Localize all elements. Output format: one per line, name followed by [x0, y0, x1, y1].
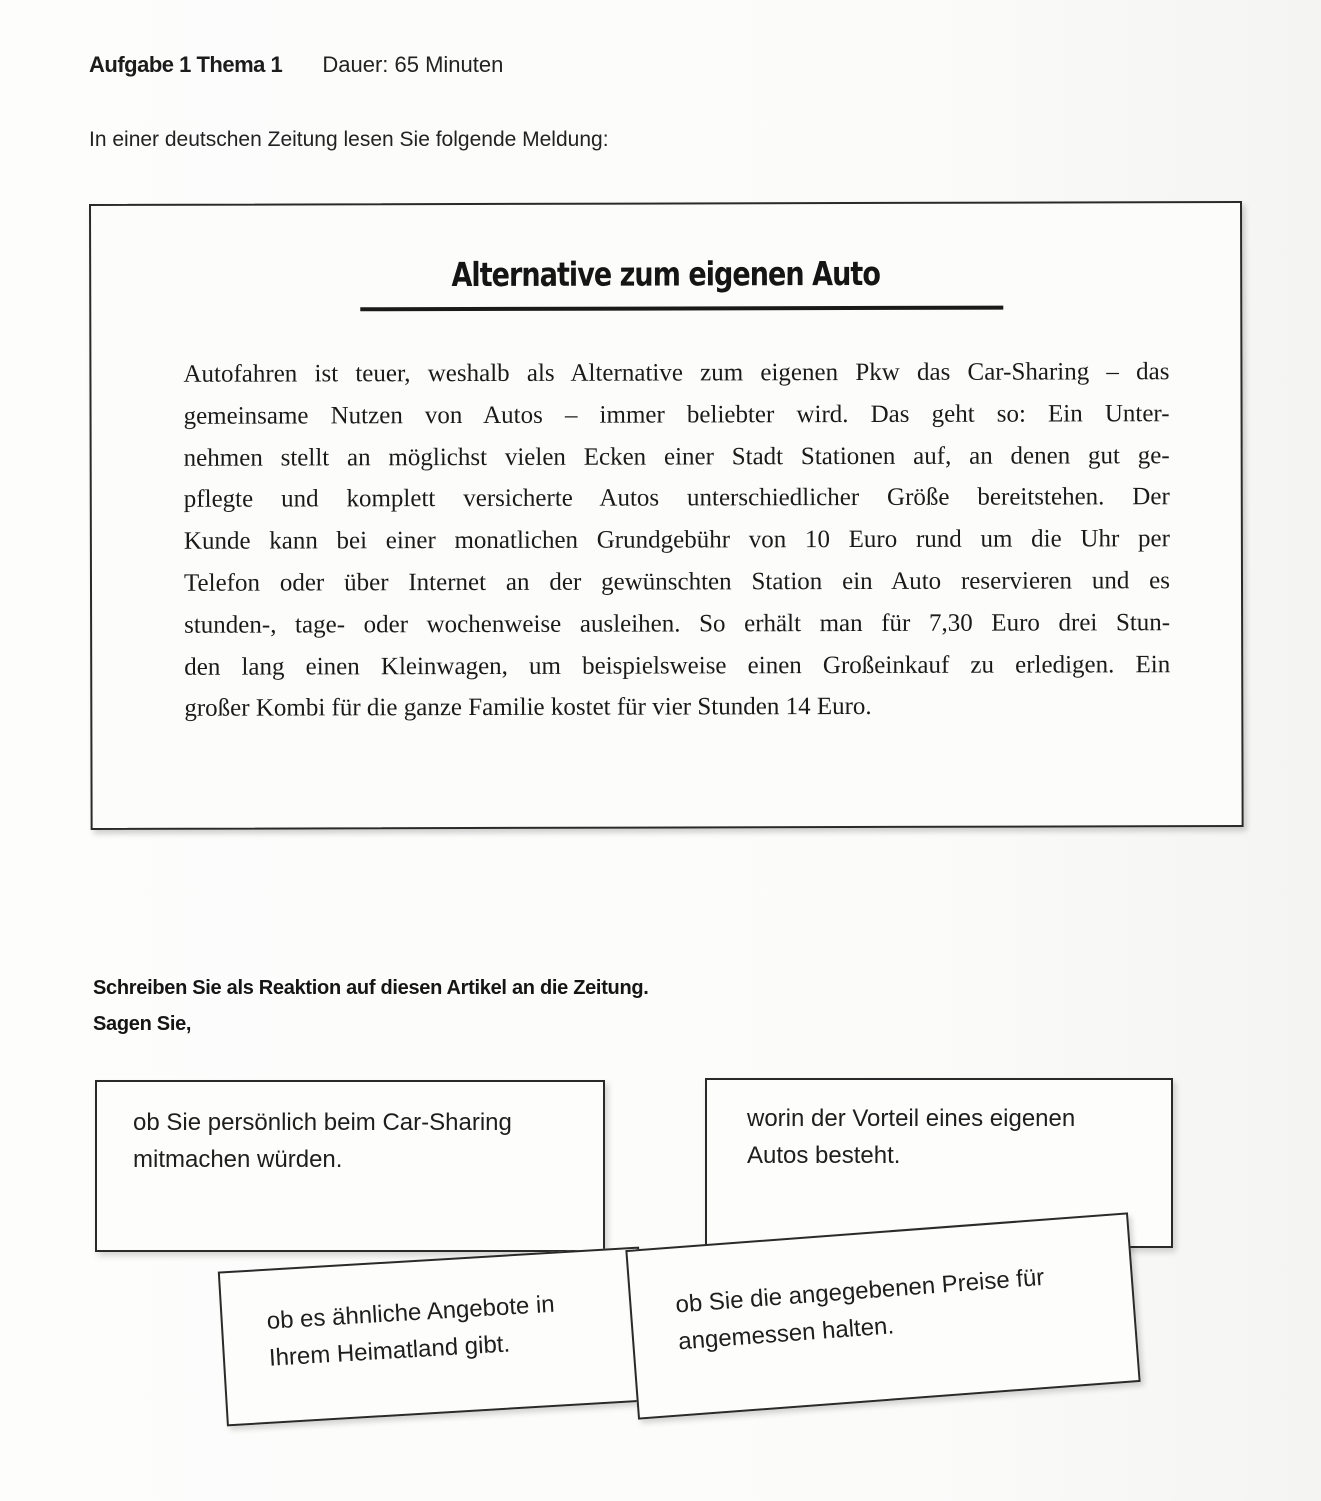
instruction-line: Schreiben Sie als Reaktion auf diesen Artikel an die Zeitung. — [93, 977, 649, 999]
instruction-line: Sagen Sie, — [93, 1013, 192, 1035]
newspaper-article-box — [89, 201, 1244, 830]
card-text-line: ob Sie die angegebenen Preise für — [674, 1263, 1046, 1319]
prompt-card-prices — [625, 1212, 1140, 1419]
card-text-line: ob Sie persönlich beim Car-Sharing — [133, 1109, 512, 1136]
article-line: großer Kombi für die ganze Familie kostet für vier Stunden 14 Euro. — [184, 693, 872, 723]
card-text-line: mitmachen würden. — [133, 1146, 343, 1173]
article-line: Autofahren ist teuer, weshalb als Alternative zum eigenen Pkw das Car-Sharing – das — [183, 358, 1170, 388]
card-text-line: Autos besteht. — [747, 1142, 901, 1169]
article-body — [183, 351, 1170, 730]
article-line: nehmen stellt an möglichst vielen Ecken einer Stadt Stationen auf, an denen gut ge- — [183, 441, 1170, 472]
article-line: Telefon oder über Internet an der gewünschten Station ein Auto reservieren und es — [183, 567, 1171, 597]
article-line: Kunde kann bei einer monatlichen Grundgebühr von 10 Euro rund um die Uhr per — [183, 525, 1170, 555]
prompt-card-participation — [95, 1080, 605, 1252]
article-line: den lang einen Kleinwagen, um beispielsweise einen Großeinkauf zu erledigen. Ein — [184, 650, 1171, 681]
article-title: Alternative zum eigenen Auto — [451, 253, 880, 295]
card-text-line: worin der Vorteil eines eigenen — [747, 1105, 1076, 1132]
writing-instructions — [93, 970, 649, 1042]
article-line: gemeinsame Nutzen von Autos – immer beliebter wird. Das geht so: Ein Unter- — [183, 399, 1170, 430]
card-text-line: Ihrem Heimatland gibt. — [268, 1330, 511, 1372]
task-header — [89, 52, 503, 78]
task-label: Aufgabe 1 Thema 1 — [89, 52, 283, 77]
intro-text: In einer deutschen Zeitung lesen Sie folgende Meldung: — [89, 128, 609, 151]
prompt-card-home-country — [218, 1247, 648, 1427]
card-text-line: angemessen halten. — [677, 1312, 895, 1356]
card-text-line: ob es ähnliche Angebote in — [266, 1290, 556, 1335]
article-line: pflegte und komplett versicherte Autos unterschiedlicher Größe bereitstehen. Der — [183, 483, 1170, 514]
article-line: stunden-, tage- oder wochenweise ausleihen. So erhält man für 7,30 Euro drei Stun- — [184, 608, 1171, 639]
title-underline — [360, 306, 1003, 312]
duration-label: Dauer: 65 Minuten — [322, 52, 504, 77]
